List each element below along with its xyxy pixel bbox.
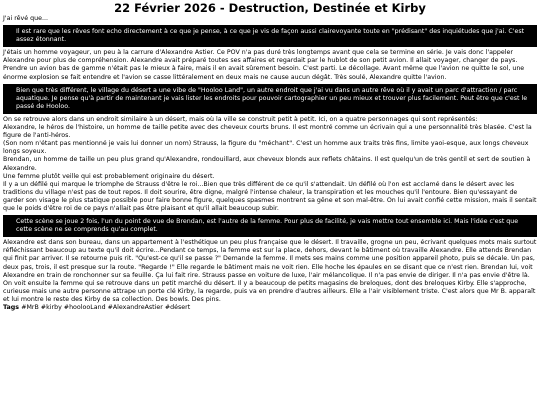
note-text-3: Cette scène se joue 2 fois, l'un du point de vue de Brendan, est l'autre de la femme. Pour plus de facilité, je vais mettre tout ensemble ici. Mais l'idée c'est que cette scène ne se comprends qu'au complet. (16, 218, 519, 234)
intro-text: J'ai rêvé que... (3, 15, 48, 22)
paragraph: Une femme plutôt veille qui est probablement originaire du désert. (3, 172, 215, 180)
paragraph: (Son nom n'étant pas mentionné je vais lui donner un nom) Strauss, la figure du "méchant". C'est un homme aux traits très fins, limite yaoi-esque, aux longs cheveux longs soyeux. (3, 140, 529, 156)
note-block-1 (3, 25, 537, 47)
section-1 (3, 49, 537, 81)
paragraph: Alexandre, le héros de l'histoire, un homme de taille petite avec des cheveux courts bruns. Il est montré comme un écrivain qui a une personnalité très blasée. C'est la figure de l'anti-héros. (3, 124, 532, 140)
tags-line (3, 304, 537, 312)
paragraph: Alexandre est dans son bureau, dans un appartement à l'esthétique un peu plus française que le désert. Il travaille, grogne un peu, écrivant quelques mots mais surtout réfléchissant beaucoup au texte qu'il doit écrire...Pendant ce temps, la femme est sur la place, dehors, devant le bâtiment où travaille Alexandre. Elle attends Brendan qui finit par arriver. Il se retourne puis rit. "Qu'est-ce qu'il se passe ?" Demande la femme. Il mets ses mains comme une position appareil photo, puis se décale. Un pas, deux pas, trois, il est presque sur la route. "Regarde !" Elle regarde le bâtiment mais ne voit rien. Elle hoche les épaules en se disant que ce n'est rien. Brendan lui, voit Alexandre en train de ronchonner sur sa feuille. Ça lui fait rire. Strauss passe en voiture de luxe, l'air mélancolique. Il n'a pas envie de diriger. Il n'a pas envie d'être là. On voit ensuite la femme qui se retrouve dans un petit marché du désert. Il y a beaucoup de petits magasins de breloques, dont des breloques Kirby. Elle s'approche, curieuse mais une autre personne attrape un porte clé Kirby, la regarde, puis va en prendre d'autres ailleurs. Elle a l'air visiblement triste. C'est alors que Mr B. apparaît et lui montre le reste des Kirby de sa collection. Des bowls. Des pins. (3, 239, 537, 303)
note-text-1: Il est rare que les rêves font echo directement à ce que je pense, à ce que je vis de façon aussi clairevoyante toute en "prédisant" des inquiétudes que j'ai. C'est assez étonnant. (16, 28, 525, 44)
section-3 (3, 239, 537, 304)
page-title: 22 Février 2026 - Destruction, Destinée et Kirby (114, 1, 426, 15)
note-block-2 (3, 84, 537, 114)
note-text-2: Bien que très différent, le village du désert a une vibe de "Hooloo Land", un autre endroit que j'ai vu dans un autre rêve où il y avait un parc d'attraction / parc aquatique. Je pense qu'à partir de maintenant je vais lister les endroits pour pouvoir cartographier un peu mieux et trouver plus facilement. Peut être que c'est le passé de Hooloo. (16, 86, 528, 110)
paragraph: Il y a un défilé qui marque le triomphe de Strauss d'être le roi...Bien que très différent de ce qu'il s'attendait. Un défilé où l'on est acclamé dans le désert avec les traditions du village n'est pas de tout repos. Il doit sourire, être digne, malgré l'intense chaleur, la transpiration et les mouches qu'il l'entoure. Bien qu'essayant de garder son visage le plus statique possible pour faire bonne figure, quelques spasmes montrent sa gêne et son mal-être. On lui avait confié cette mission, mais il sentait que le poids d'être roi de ce pays n'allait pas être plaisant et qu'il allait beaucoup subir. (3, 180, 537, 212)
paragraph: On se retrouve alors dans un endroit similaire à un désert, mais où la ville se construit petit à petit. Ici, on a quatre personnages qui sont représentés: (3, 115, 478, 123)
dream-entry (0, 15, 540, 312)
section-2 (3, 116, 537, 213)
paragraph: J'étais un homme voyageur, un peu à la carrure d'Alexandre Astier. Ce POV n'a pas duré très longtemps avant que cela se termine en série. Je vais donc l'appeler Alexandre pour plus de compréhension. Alexandre avait préparé toutes ses affaires et regardait par le hublot de son petit avion. Il allait voyager, changer de pays. Prendre un avion bas de gamme n'était pas le mieux à faire, mais il en avait sûrement besoin. C'est parti. Le décollage. Avant même que l'avion ne quitte le sol, une énorme explosion se fait entendre et l'avion se casse littéralement en deux mais ne cause aucun dégât. Très soulé, Alexandre quitte l'avion. (3, 49, 525, 81)
paragraph: Brendan, un homme de taille un peu plus grand qu'Alexandre, rondouillard, aux cheveux blonds aux reflets châtains. Il est quelqu'un de très gentil et sert de soutien à Alexandre. (3, 156, 531, 172)
tags-label: Tags (3, 304, 22, 311)
tags-values[interactable]: #MrB #kirby #hoolooLand #AlexandreAstier #désert (21, 304, 191, 311)
note-block-3 (3, 215, 537, 237)
